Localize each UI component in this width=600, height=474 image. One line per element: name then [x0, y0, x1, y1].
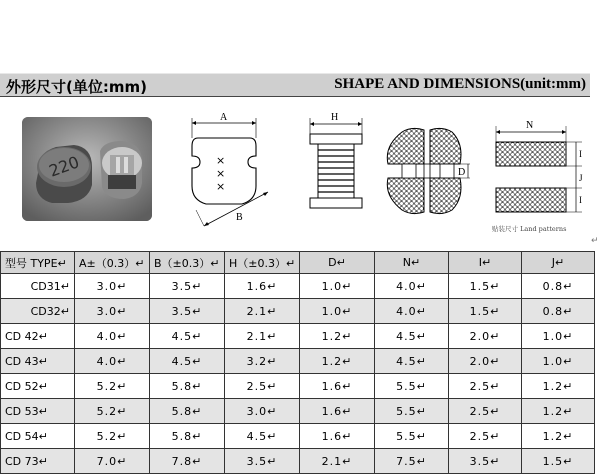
value-cell: 4.5↵ — [375, 349, 449, 374]
side-view-svg — [300, 106, 380, 216]
value-cell: 1.6↵ — [300, 424, 375, 449]
table-row — [1, 424, 595, 449]
dimension-label-i-bottom: I — [579, 195, 582, 205]
value-cell: 2.1↵ — [225, 299, 300, 324]
value-cell: 4.0↵ — [375, 274, 449, 299]
value-cell: 2.0↵ — [449, 324, 522, 349]
value-cell: 4.5↵ — [225, 424, 300, 449]
return-mark: ↵ — [591, 235, 599, 245]
table-row — [1, 349, 595, 374]
value-cell: 5.5↵ — [375, 424, 449, 449]
value-cell: 3.5↵ — [449, 449, 522, 474]
value-cell: 4.0↵ — [375, 299, 449, 324]
top-view-svg — [178, 106, 278, 234]
dimensions-table — [0, 251, 595, 474]
value-cell: 0.8↵ — [522, 299, 595, 324]
type-cell: CD 42↵ — [1, 324, 75, 349]
value-cell: 1.5↵ — [449, 299, 522, 324]
column-header-type: 型号 TYPE↵ — [1, 252, 75, 274]
land-pattern-svg — [490, 112, 590, 224]
column-header-d: D↵ — [300, 252, 375, 274]
value-cell: 2.5↵ — [449, 399, 522, 424]
type-cell: CD 43↵ — [1, 349, 75, 374]
bottom-view-svg — [384, 126, 478, 226]
bottom-view-drawing — [384, 126, 478, 226]
value-cell: 2.0↵ — [449, 349, 522, 374]
land-pattern-drawing — [490, 112, 590, 224]
dimension-label-b: B — [236, 212, 243, 223]
value-cell: 3.2↵ — [225, 349, 300, 374]
value-cell: 2.1↵ — [225, 324, 300, 349]
dimension-label-j: J — [579, 173, 583, 183]
value-cell: 1.2↵ — [300, 349, 375, 374]
value-cell: 1.0↵ — [300, 274, 375, 299]
value-cell: 1.6↵ — [225, 274, 300, 299]
value-cell: 4.5↵ — [150, 324, 225, 349]
dimension-label-i-top: I — [579, 149, 582, 159]
table-row — [1, 374, 595, 399]
value-cell: 3.0↵ — [75, 299, 150, 324]
column-header-a: A±（0.3）↵ — [75, 252, 150, 274]
table-row — [1, 449, 595, 474]
inductor-photo-image — [22, 117, 152, 221]
section-header — [0, 73, 590, 97]
value-cell: 2.5↵ — [449, 424, 522, 449]
value-cell: 0.8↵ — [522, 274, 595, 299]
product-photo — [22, 117, 152, 221]
value-cell: 5.5↵ — [375, 399, 449, 424]
top-view-drawing — [178, 106, 278, 234]
type-cell: CD 52↵ — [1, 374, 75, 399]
value-cell: 1.0↵ — [300, 299, 375, 324]
value-cell: 1.0↵ — [522, 324, 595, 349]
value-cell: 1.2↵ — [522, 399, 595, 424]
top-view-marks: × × × — [216, 154, 226, 193]
dimension-label-d: D — [458, 167, 466, 178]
value-cell: 1.0↵ — [522, 349, 595, 374]
value-cell: 3.5↵ — [225, 449, 300, 474]
table-row — [1, 274, 595, 299]
value-cell: 7.5↵ — [375, 449, 449, 474]
value-cell: 7.8↵ — [150, 449, 225, 474]
value-cell: 3.0↵ — [225, 399, 300, 424]
table-row — [1, 324, 595, 349]
column-header-n: N↵ — [375, 252, 449, 274]
column-header-h: H（±0.3）↵ — [225, 252, 300, 274]
value-cell: 4.0↵ — [75, 349, 150, 374]
value-cell: 3.5↵ — [150, 274, 225, 299]
value-cell: 5.8↵ — [150, 374, 225, 399]
value-cell: 1.2↵ — [522, 424, 595, 449]
dimension-label-h: H — [331, 112, 339, 123]
value-cell: 5.8↵ — [150, 424, 225, 449]
value-cell: 1.6↵ — [300, 399, 375, 424]
value-cell: 3.0↵ — [75, 274, 150, 299]
column-header-b: B（±0.3）↵ — [150, 252, 225, 274]
value-cell: 4.0↵ — [75, 324, 150, 349]
value-cell: 1.2↵ — [522, 374, 595, 399]
value-cell: 1.6↵ — [300, 374, 375, 399]
type-cell: CD 54↵ — [1, 424, 75, 449]
value-cell: 4.5↵ — [375, 324, 449, 349]
table-row — [1, 299, 595, 324]
value-cell: 2.5↵ — [225, 374, 300, 399]
value-cell: 1.2↵ — [300, 324, 375, 349]
column-header-i: I↵ — [449, 252, 522, 274]
type-cell: CD32↵ — [1, 299, 75, 324]
land-pattern-caption: 贴装尺寸 Land patterns — [492, 225, 567, 233]
type-cell: CD 73↵ — [1, 449, 75, 474]
dimension-label-n: N — [526, 120, 534, 131]
type-cell: CD31↵ — [1, 274, 75, 299]
title-english: SHAPE AND DIMENSIONS(unit:mm) — [334, 76, 586, 92]
value-cell: 5.2↵ — [75, 424, 150, 449]
value-cell: 7.0↵ — [75, 449, 150, 474]
photo-marking-text: 220 — [46, 152, 82, 181]
value-cell: 1.5↵ — [449, 274, 522, 299]
value-cell: 3.5↵ — [150, 299, 225, 324]
type-cell: CD 53↵ — [1, 399, 75, 424]
value-cell: 2.5↵ — [449, 374, 522, 399]
value-cell: 5.2↵ — [75, 399, 150, 424]
table-header-row — [1, 252, 595, 274]
dimension-label-a: A — [220, 112, 228, 123]
value-cell: 2.1↵ — [300, 449, 375, 474]
column-header-j: J↵ — [522, 252, 595, 274]
value-cell: 5.8↵ — [150, 399, 225, 424]
value-cell: 5.2↵ — [75, 374, 150, 399]
value-cell: 1.5↵ — [522, 449, 595, 474]
title-chinese: 外形尺寸(单位:mm) — [6, 78, 147, 96]
value-cell: 5.5↵ — [375, 374, 449, 399]
side-view-drawing — [300, 106, 380, 216]
value-cell: 4.5↵ — [150, 349, 225, 374]
table-row — [1, 399, 595, 424]
